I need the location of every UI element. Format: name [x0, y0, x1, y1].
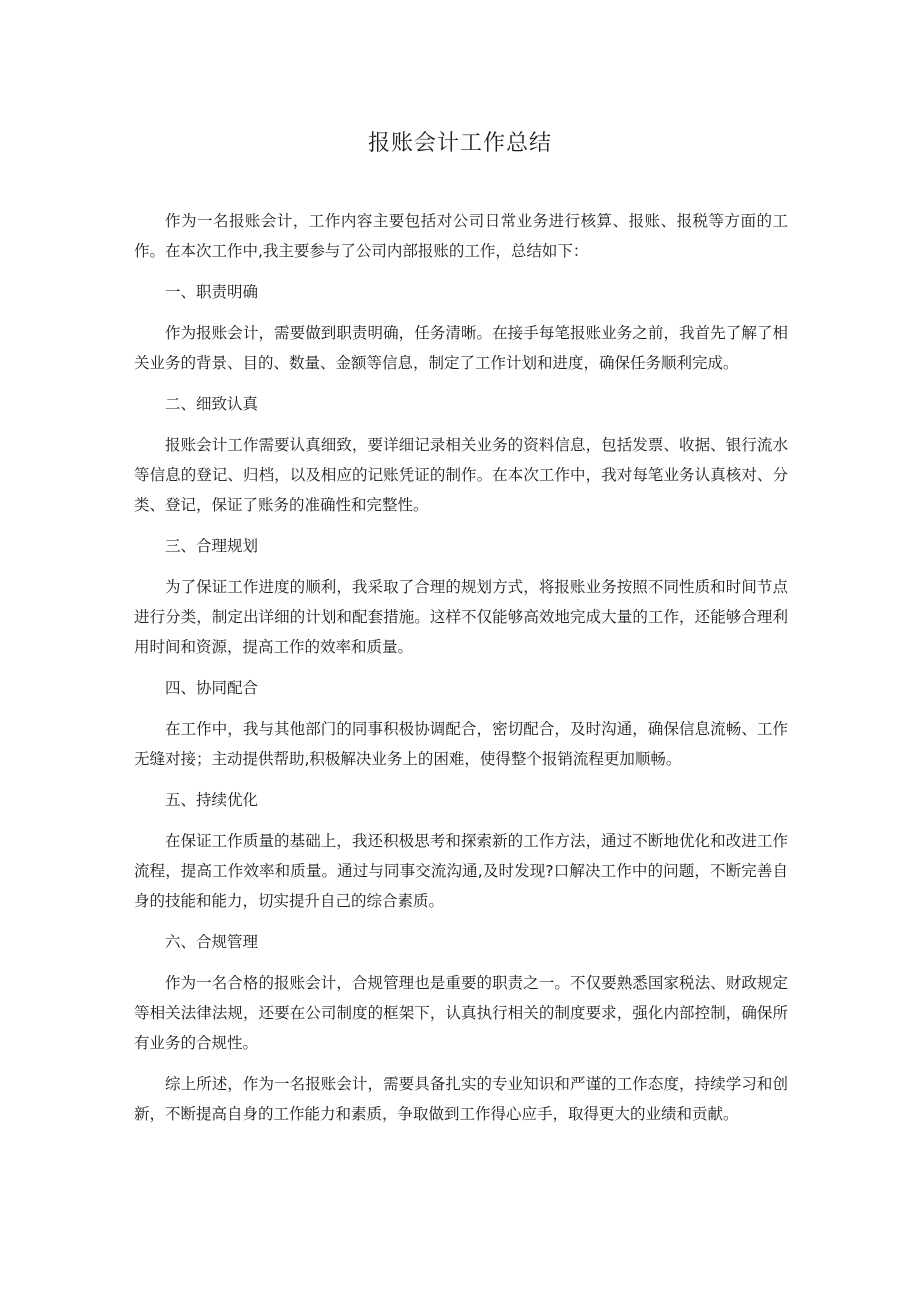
- section-heading-6: 六、合规管理: [165, 933, 259, 951]
- document-title: 报账会计工作总结: [367, 131, 552, 156]
- section-paragraph-3: 为了保证工作进度的顺利，我采取了合理的规划方式，将报账业务按照不同性质和时间节点进行分类，制定出详细的计划和配套措施。这样不仅能够高效地完成大量的工作，还能够合理利用时间和资源，提高工作的效率和质量。: [134, 578, 788, 656]
- section-paragraph-2: 报账会计工作需要认真细致，要详细记录相关业务的资料信息，包括发票、收据、银行流水等信息的登记、归档，以及相应的记账凭证的制作。在本次工作中，我对每笔业务认真核对、分类、登记，保证了账务的准确性和完整性。: [134, 436, 788, 514]
- intro-paragraph: 作为一名报账会计，工作内容主要包括对公司日常业务进行核算、报账、报税等方面的工作。在本次工作中,我主要参与了公司内部报账的工作，总结如下：: [134, 212, 788, 260]
- section-heading-1: 一、职责明确: [165, 283, 259, 301]
- section-paragraph-1: 作为报账会计，需要做到职责明确，任务清晰。在接手每笔报账业务之前，我首先了解了相关业务的背景、目的、数量、金额等信息，制定了工作计划和进度，确保任务顺利完成。: [134, 324, 788, 372]
- section-paragraph-5: 在保证工作质量的基础上，我还积极思考和探索新的工作方法，通过不断地优化和改进工作流程，提高工作效率和质量。通过与同事交流沟通,及时发现?口解决工作中的问题，不断完善自身的技能和能力，切实提升自己的综合素质。: [134, 832, 788, 910]
- section-heading-4: 四、协同配合: [165, 679, 259, 697]
- section-paragraph-4: 在工作中，我与其他部门的同事积极协调配合，密切配合，及时沟通，确保信息流畅、工作无缝对接；主动提供帮助,积极解决业务上的困难，使得整个报销流程更加顺畅。: [134, 720, 788, 768]
- section-heading-5: 五、持续优化: [165, 791, 259, 809]
- section-paragraph-6: 作为一名合格的报账会计，合规管理也是重要的职责之一。不仅要熟悉国家税法、财政规定等相关法律法规，还要在公司制度的框架下，认真执行相关的制度要求，强化内部控制，确保所有业务的合规性。: [134, 974, 788, 1052]
- section-heading-3: 三、合理规划: [165, 537, 259, 555]
- section-heading-2: 二、细致认真: [165, 395, 259, 413]
- conclusion-paragraph: 综上所述，作为一名报账会计，需要具备扎实的专业知识和严谨的工作态度，持续学习和创新，不断提高自身的工作能力和素质，争取做到工作得心应手，取得更大的业绩和贡献。: [134, 1075, 788, 1123]
- document-body: [134, 206, 788, 1140]
